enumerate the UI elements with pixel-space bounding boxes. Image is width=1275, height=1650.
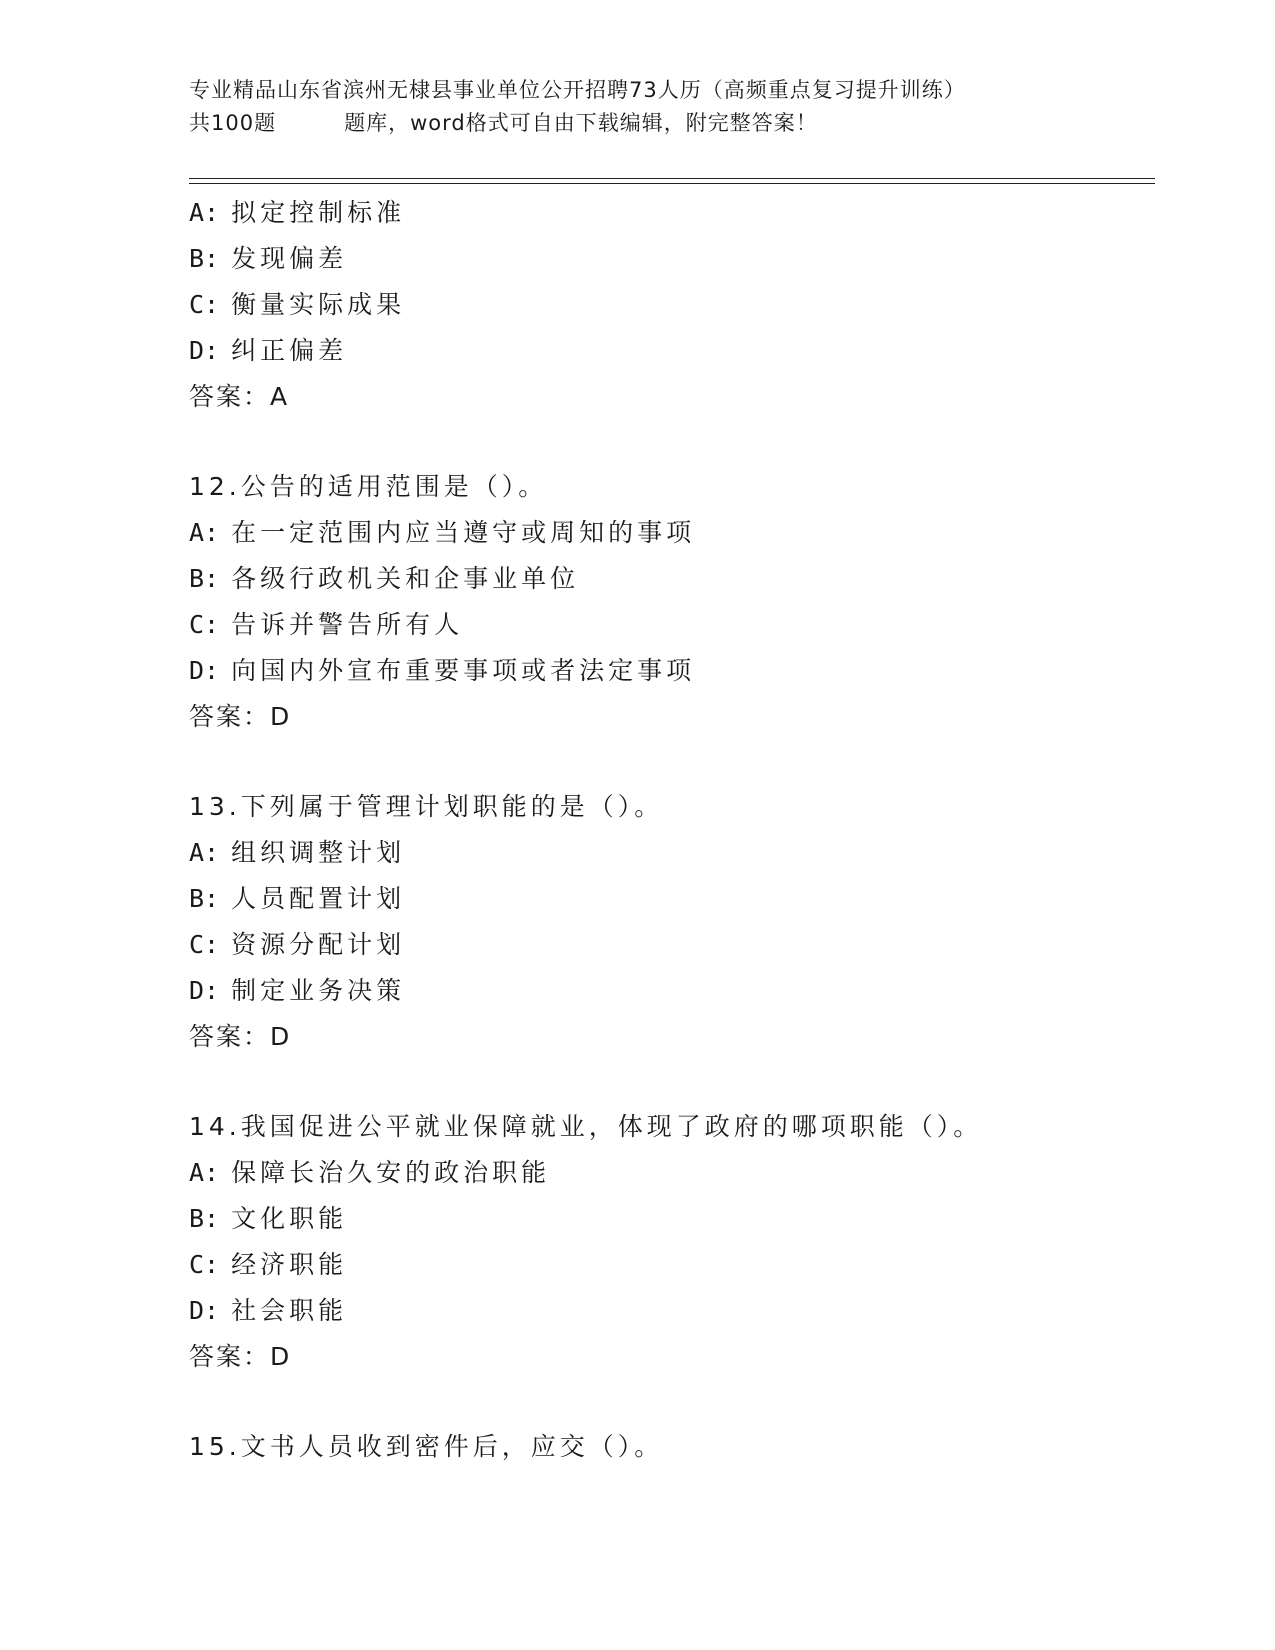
option-d: D: 社会职能 [189,1296,348,1325]
question-text: 15.文书人员收到密件后，应交（）。 [189,1432,664,1461]
option-c: C: 告诉并警告所有人 [189,610,464,639]
header-count: 共100题 [189,111,277,135]
header-note: 题库，word格式可自由下载编辑，附完整答案！ [344,111,818,135]
option-b: B: 人员配置计划 [189,884,406,913]
question-block [189,1424,1155,1470]
question-block [189,464,1155,740]
question-block [189,784,1155,1060]
option-d: D: 制定业务决策 [189,976,406,1005]
header-divider-top [189,178,1155,179]
question-text: 13.下列属于管理计划职能的是（）。 [189,792,664,821]
option-a: A: 保障长治久安的政治职能 [189,1158,551,1187]
option-b: B: 发现偏差 [189,244,348,273]
question-list [189,190,1155,1470]
header-divider-bottom [189,183,1155,184]
answer-line: 答案：D [189,702,292,731]
option-c: C: 衡量实际成果 [189,290,406,319]
option-a: A: 在一定范围内应当遵守或周知的事项 [189,518,696,547]
option-c: C: 资源分配计划 [189,930,406,959]
option-a: A: 组织调整计划 [189,838,406,867]
option-d: D: 向国内外宣布重要事项或者法定事项 [189,656,696,685]
header-subtitle [189,107,1089,140]
question-block [189,190,1155,420]
document-header [189,74,1089,140]
question-block [189,1104,1155,1380]
option-b: B: 文化职能 [189,1204,348,1233]
question-text: 12.公告的适用范围是（）。 [189,472,548,501]
answer-line: 答案：D [189,1342,292,1371]
option-c: C: 经济职能 [189,1250,348,1279]
header-title: 专业精品山东省滨州无棣县事业单位公开招聘73人历（高频重点复习提升训练） [189,78,966,102]
answer-line: 答案：A [189,382,290,411]
option-b: B: 各级行政机关和企事业单位 [189,564,580,593]
answer-line: 答案：D [189,1022,292,1051]
question-text: 14.我国促进公平就业保障就业，体现了政府的哪项职能（）。 [189,1112,983,1141]
option-d: D: 纠正偏差 [189,336,348,365]
option-a: A: 拟定控制标准 [189,198,406,227]
